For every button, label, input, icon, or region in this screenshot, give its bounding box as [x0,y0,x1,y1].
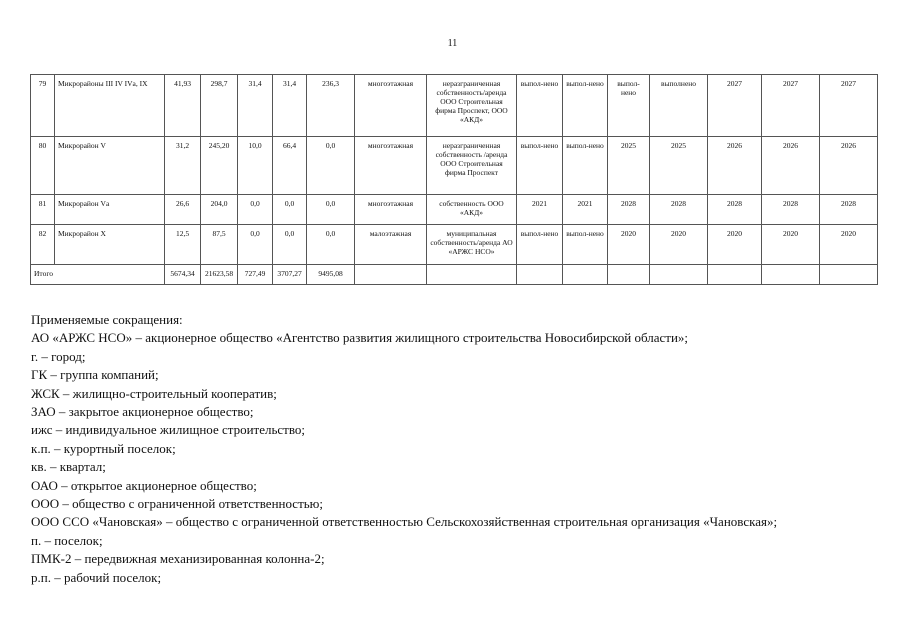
table-cell: Микрорайон V [55,137,165,195]
total-label: Итого [31,265,165,285]
table-body [31,75,878,285]
table-cell: 66,4 [273,137,307,195]
table-cell: 298,7 [201,75,238,137]
table-row [31,137,878,195]
table-cell: 2025 [650,137,708,195]
table-cell: Микрорайон X [55,225,165,265]
legend-line: ГК – группа компаний; [31,367,159,383]
empty-cell [762,265,820,285]
table-cell: 2026 [762,137,820,195]
table-cell: 2027 [820,75,878,137]
legend-line: ООО ССО «Чановская» – общество с ограниченной ответственностью Сельскохозяйственная строительная организация «Чановская»; [31,514,778,530]
total-cell: 9495,08 [307,265,355,285]
total-cell: 5674,34 [165,265,201,285]
table-cell: 2020 [608,225,650,265]
legend-line: ПМК-2 – передвижная механизированная колонна-2; [31,551,325,567]
table-cell: выпол-нено [563,137,608,195]
legend-line: п. – поселок; [31,532,103,548]
total-row [31,265,878,285]
housing-table [30,74,878,285]
table-cell: 79 [31,75,55,137]
table-cell: 0,0 [273,225,307,265]
table-cell: 2028 [608,195,650,225]
table-cell: 2027 [708,75,762,137]
empty-cell [517,265,563,285]
table-cell: 2026 [820,137,878,195]
table-cell: 26,6 [165,195,201,225]
empty-cell [820,265,878,285]
table-cell: 31,2 [165,137,201,195]
table-cell: муниципальная собственность/аренда АО «АРЖС НСО» [427,225,517,265]
table-cell: выполнено [650,75,708,137]
table-cell: выпол-нено [563,225,608,265]
table-cell: многоэтажная [355,137,427,195]
legend-line: АО «АРЖС НСО» – акционерное общество «Агентство развития жилищного строительства Новосибирской области»; [31,330,689,346]
legend-line: ЗАО – закрытое акционерное общество; [31,404,254,420]
table-row [31,195,878,225]
table-cell: 2020 [650,225,708,265]
table-cell: 0,0 [273,195,307,225]
table-cell: 41,93 [165,75,201,137]
legend-line: кв. – квартал; [31,459,106,475]
table-cell: малоэтажная [355,225,427,265]
total-cell: 3707,27 [273,265,307,285]
empty-cell [708,265,762,285]
table-cell: 0,0 [307,225,355,265]
table-row [31,225,878,265]
table-cell: 87,5 [201,225,238,265]
page-number: 11 [447,38,458,49]
legend-line: ижс – индивидуальное жилищное строительство; [31,422,306,438]
legend-line: р.п. – рабочий поселок; [31,569,162,585]
table-cell: 236,3 [307,75,355,137]
empty-cell [608,265,650,285]
table-cell: 12,5 [165,225,201,265]
table-cell: 0,0 [238,195,273,225]
empty-cell [563,265,608,285]
table-cell: 0,0 [307,137,355,195]
table-cell: выпол-нено [517,137,563,195]
table-cell: 2028 [708,195,762,225]
table-cell: 2028 [820,195,878,225]
table-cell: выпол-нено [608,75,650,137]
table-cell: 245,20 [201,137,238,195]
table-cell: 10,0 [238,137,273,195]
legend-line: ОАО – открытое акционерное общество; [31,477,257,493]
abbreviations-legend [31,311,876,587]
empty-cell [650,265,708,285]
table-cell: 2028 [650,195,708,225]
table-cell: 2027 [762,75,820,137]
legend-heading: Применяемые сокращения: [31,312,183,327]
table-cell: 2025 [608,137,650,195]
empty-cell [427,265,517,285]
table-cell: Микрорайон Vа [55,195,165,225]
table-cell: выпол-нено [563,75,608,137]
empty-cell [355,265,427,285]
table-cell: 2021 [563,195,608,225]
table-cell: 2020 [820,225,878,265]
table-cell: 80 [31,137,55,195]
table-row [31,75,878,137]
table-cell: Микрорайоны III IV IVа, IX [55,75,165,137]
table-cell: 0,0 [238,225,273,265]
legend-line: г. – город; [31,348,86,364]
table-cell: неразграниченная собственность/аренда ООО Строительная фирма Проспект, ООО «АКД» [427,75,517,137]
legend-line: ООО – общество с ограниченной ответственностью; [31,496,324,512]
table-cell: 82 [31,225,55,265]
legend-line: к.п. – курортный поселок; [31,440,176,456]
table-cell: 204,0 [201,195,238,225]
table-cell: 2020 [708,225,762,265]
table-cell: неразграниченная собственность /аренда ООО Строительная фирма Проспект [427,137,517,195]
table-cell: выпол-нено [517,225,563,265]
total-cell: 21623,58 [201,265,238,285]
table-cell: 31,4 [273,75,307,137]
table-cell: собственность ООО «АКД» [427,195,517,225]
table-cell: 31,4 [238,75,273,137]
table-cell: многоэтажная [355,75,427,137]
table-cell: многоэтажная [355,195,427,225]
total-cell: 727,49 [238,265,273,285]
table-cell: выпол-нено [517,75,563,137]
legend-line: ЖСК – жилищно-строительный кооператив; [31,385,277,401]
table-cell: 2028 [762,195,820,225]
table-cell: 81 [31,195,55,225]
table-cell: 2026 [708,137,762,195]
table-cell: 2020 [762,225,820,265]
table-cell: 2021 [517,195,563,225]
table-cell: 0,0 [307,195,355,225]
